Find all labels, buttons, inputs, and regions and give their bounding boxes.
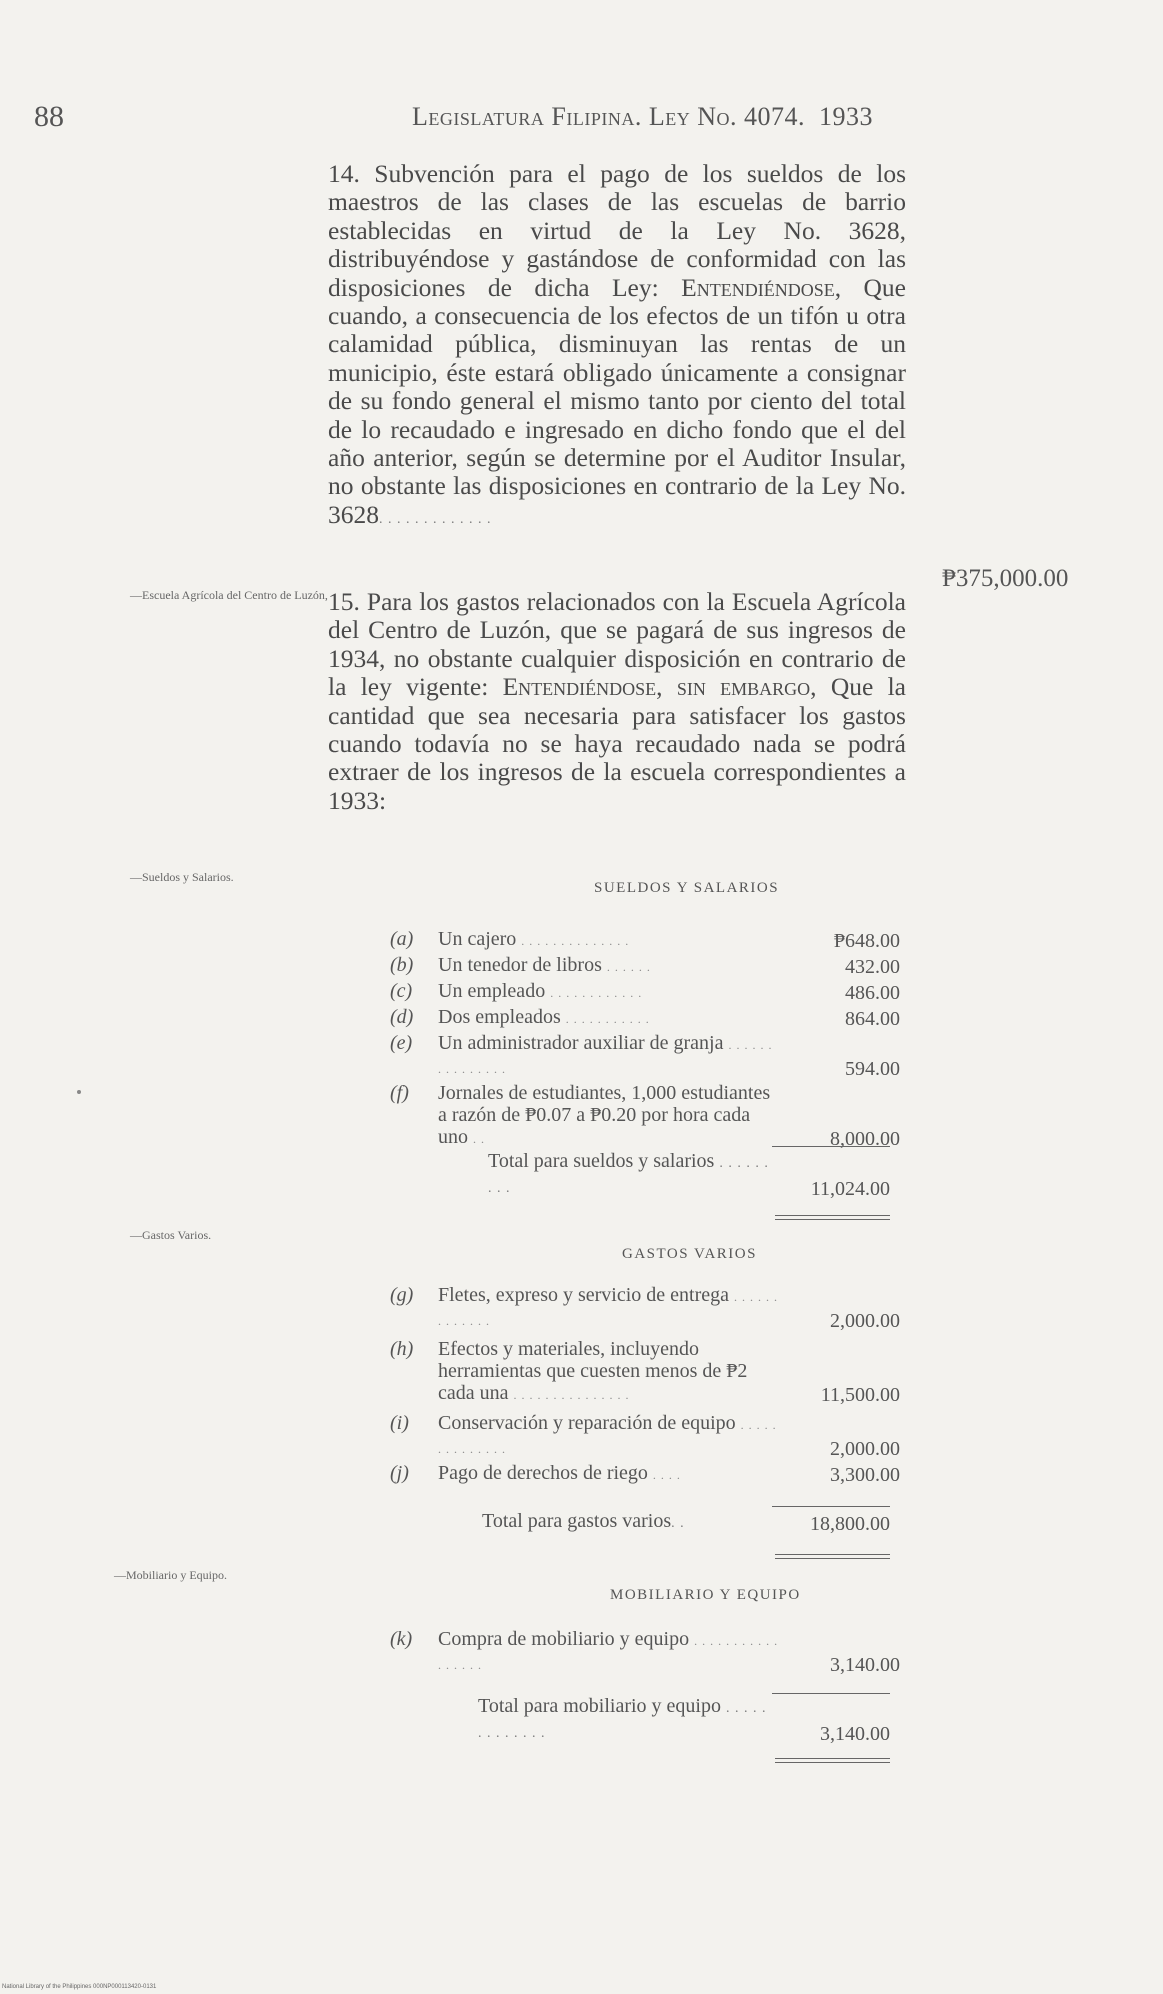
item-amount: 864.00 [845,1008,900,1030]
item-label: (d) [390,1006,414,1028]
leader-dots: . . . . . . . . . . . . . [438,1290,779,1328]
leader-dots: . . . . . . . . . . . . . . [438,1418,777,1456]
line-item [390,1628,900,1676]
item-text: Jornales de estudiantes, 1,000 estudiantes a razón de ₱0.07 a ₱0.20 por hora cada uno [438,1082,771,1148]
item-amount: 2,000.00 [830,1438,900,1460]
leader-dots: . . . . . . . . . [488,1156,769,1196]
para14-text-b: , Que cuando, a consecuencia de los efectos de un tifón u otra calamidad pública, disminuyan las rentas de un municipio, éste estará obligado únicamente a consignar de su fondo general el mismo tanto por ciento del total de lo recaudado e ingresado en dicho fondo que el del año anterior, según se determine por el Auditor Insular, no obstante las disposiciones en contrario de la Ley No. 3628 [328,272,907,529]
item-text: Un empleado [438,980,546,1002]
total-label: Total para gastos varios [482,1510,672,1532]
leader-dots: . . . . . . [606,960,651,974]
line-item [390,1032,900,1080]
total-mobiliario [478,1695,890,1745]
leader-dots: . . [671,1516,685,1531]
leader-dots: . . . . . . . . . . . . [550,986,643,1000]
item-amount: ₱648.00 [833,930,900,952]
item-amount: 11,500.00 [820,1384,900,1406]
para14-smallcaps: Entendiéndose [681,272,835,302]
line-item [390,1412,900,1460]
heading-gastos: GASTOS VARIOS [622,1246,757,1262]
line-item [390,1284,900,1332]
total-gastos [482,1510,890,1535]
item-text: Un tenedor de libros [438,954,602,976]
margin-note-mobiliario: —Mobiliario y Equipo. [114,1568,227,1582]
running-head [412,102,873,132]
leader-dots: . . . . . . . . . . . . . . . . . [438,1634,779,1672]
item-text: Conservación y reparación de equipo [438,1412,736,1434]
para15-text-a: 15. Para los gastos relacionados con la Escuela Agrícola del Centro de Luzón, que se pagará de sus ingresos de 1934, no obstante cualquier disposición en contrario de la ley vigente: [328,587,906,702]
item-label: (i) [390,1412,409,1434]
leader-dots: . . [473,1132,485,1146]
item-text: Compra de mobiliario y equipo [438,1628,690,1650]
rule [772,1146,890,1147]
item-label: (c) [390,980,413,1002]
item-amount: 486.00 [845,982,900,1004]
mobiliario-items [390,1628,900,1678]
item-label: (f) [390,1082,409,1104]
item-text: Un cajero [438,928,517,950]
item-amount: 3,300.00 [830,1464,900,1486]
line-item [390,1338,900,1406]
print-speck [77,1090,81,1094]
item-amount: 3,140.00 [830,1654,900,1676]
running-head-title: Legislatura Filipina. Ley No. 4074. [412,102,805,131]
leader-dots: . . . . . . . . . . . [565,1012,650,1026]
item-label: (e) [390,1032,413,1054]
item-text: Dos empleados [438,1006,561,1028]
leader-dots: . . . . [652,1468,681,1482]
double-rule [775,1215,890,1220]
para15-smallcaps: Entendiéndose, sin embargo [502,672,811,702]
leader-dots: . . . . . . . . . . . . . [379,511,492,527]
line-item [390,1462,900,1486]
line-item [390,954,900,978]
total-label: Total para sueldos y salarios [488,1150,715,1172]
total-amount: 18,800.00 [810,1513,890,1535]
item-label: (g) [390,1284,414,1306]
rule [772,1693,890,1694]
footer-credit: National Library of the Philippines 000NP000113420-0131 [2,1984,157,1990]
line-item [390,1006,900,1030]
line-item [390,1082,900,1150]
item-amount: 8,000.00 [830,1128,900,1150]
running-head-year: 1933 [818,102,873,131]
leader-dots: . . . . . . . . . . . . . . . [438,1038,773,1076]
paragraph-14 [328,160,906,534]
item-amount: 2,000.00 [830,1310,900,1332]
sueldos-items [390,928,900,1152]
item-amount: 432.00 [845,956,900,978]
heading-sueldos: SUELDOS Y SALARIOS [594,880,780,896]
item-label: (j) [390,1462,409,1484]
rule [772,1506,890,1507]
leader-dots: . . . . . . . . . . . . . . [521,934,630,948]
para15-text-b: , Que la cantidad que sea necesaria para satisfacer los gastos cuando todavía no se haya recaudado nada se podrá extraer de los ingresos de la escuela correspondientes a 1933: [328,672,906,815]
item-text: Fletes, expreso y servicio de entrega [438,1284,730,1306]
margin-note-escuela: —Escuela Agrícola del Centro de Luzón, [130,588,328,602]
page-number: 88 [34,100,64,133]
total-label: Total para mobiliario y equipo [478,1695,721,1717]
para14-text-a: 14. Subvención para el pago de los sueldos de los maestros de las clases de las escuelas de barrio establecidas en virtud de la Ley No. 3628, distribuyéndose y gastándose de conformidad con las disposiciones de dicha Ley: [328,159,906,302]
paragraph-15 [328,588,906,815]
item-amount: 594.00 [845,1058,900,1080]
item-text: Efectos y materiales, incluyendo herramientas que cuesten menos de ₱2 cada una [438,1338,748,1404]
item-label: (a) [390,928,414,950]
margin-note-sueldos: —Sueldos y Salarios. [130,870,234,884]
paragraph-14-amount: ₱375,000.00 [942,565,1069,592]
gastos-items [390,1284,900,1488]
line-item [390,980,900,1004]
heading-mobiliario: MOBILIARIO Y EQUIPO [610,1587,801,1603]
double-rule [775,1758,890,1763]
double-rule [775,1554,890,1559]
item-text: Pago de derechos de riego [438,1462,648,1484]
item-label: (h) [390,1338,414,1360]
total-sueldos [488,1150,890,1200]
leader-dots: . . . . . . . . . . . . . . . [513,1388,630,1402]
item-label: (k) [390,1628,413,1650]
item-text: Un administrador auxiliar de granja [438,1032,724,1054]
margin-note-gastos: —Gastos Varios. [130,1228,212,1242]
line-item [390,928,900,952]
total-amount: 11,024.00 [810,1178,890,1200]
item-label: (b) [390,954,414,976]
total-amount: 3,140.00 [820,1723,890,1745]
leader-dots: . . . . . . . . . . . . . [478,1701,767,1741]
